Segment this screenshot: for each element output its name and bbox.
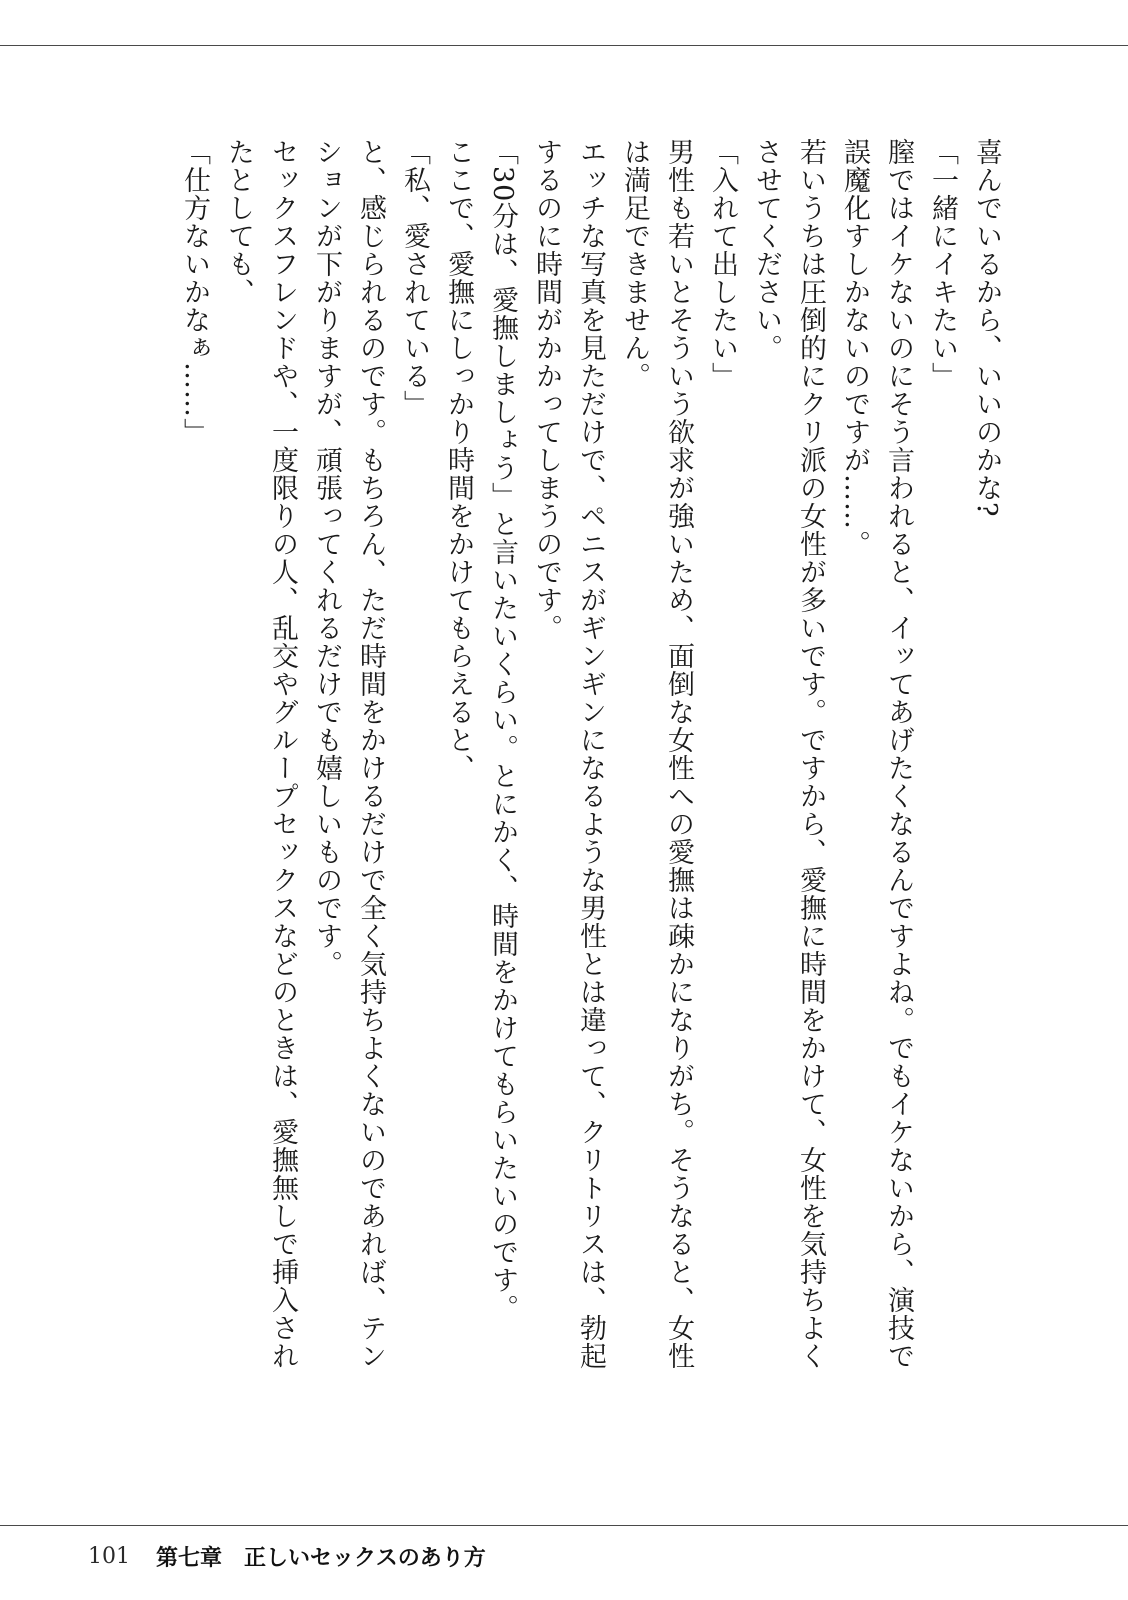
text-line: エッチな写真を見ただけで、ペニスがギンギンになるような男性とは違って、クリトリスは、勃起 [575,138,606,1370]
text-line: させてください。 [751,138,782,362]
text-line: 喜んでいるから、いいのかな? [971,138,1002,518]
page-number: 101 [88,1543,130,1569]
top-rule [0,45,1128,46]
text-line: 「私、愛されている」 [399,138,430,418]
text-line: セックスフレンドや、一度限りの人、乱交やグループセックスなどのときは、愛撫無しで挿入され [267,138,298,1370]
text-line: は満足できません。 [619,138,650,390]
text-line: するのに時間がかかってしまうのです。 [531,138,562,642]
text-line: 誤魔化すしかないのですが……。 [839,138,870,558]
text-line: 「仕方ないかなぁ……」 [179,138,210,446]
text-line: ここで、愛撫にしっかり時間をかけてもらえると、 [443,138,474,782]
text-line: たとしても、 [223,138,254,306]
text-line: 男性も若いとそういう欲求が強いため、面倒な女性への愛撫は疎かになりがち。そうなると、女性 [663,138,694,1370]
text-line: 「30分は、愛撫しましょう」と言いたいくらい。とにかく、時間をかけてもらいたいのです。 [487,138,518,1323]
text-line: 「一緒にイキたい」 [927,138,958,390]
bottom-rule [0,1525,1128,1526]
text-line: 「入れて出したい」 [707,138,738,390]
chapter-label: 第七章 [156,1545,223,1571]
body-text [172,138,1008,1378]
text-line: ションが下がりますが、頑張ってくれるだけでも嬉しいものです。 [311,138,342,978]
page-footer [88,1536,486,1576]
text-line: 若いうちは圧倒的にクリ派の女性が多いです。ですから、愛撫に時間をかけて、女性を気持ちよく [795,138,826,1370]
text-line: 膣ではイケないのにそう言われると、イッてあげたくなるんですよね。でもイケないから、演技で [883,138,914,1370]
chapter-title: 正しいセックスのあり方 [244,1545,486,1571]
text-line: と、感じられるのです。もちろん、ただ時間をかけるだけで全く気持ちよくないのであれば、テン [355,138,386,1370]
